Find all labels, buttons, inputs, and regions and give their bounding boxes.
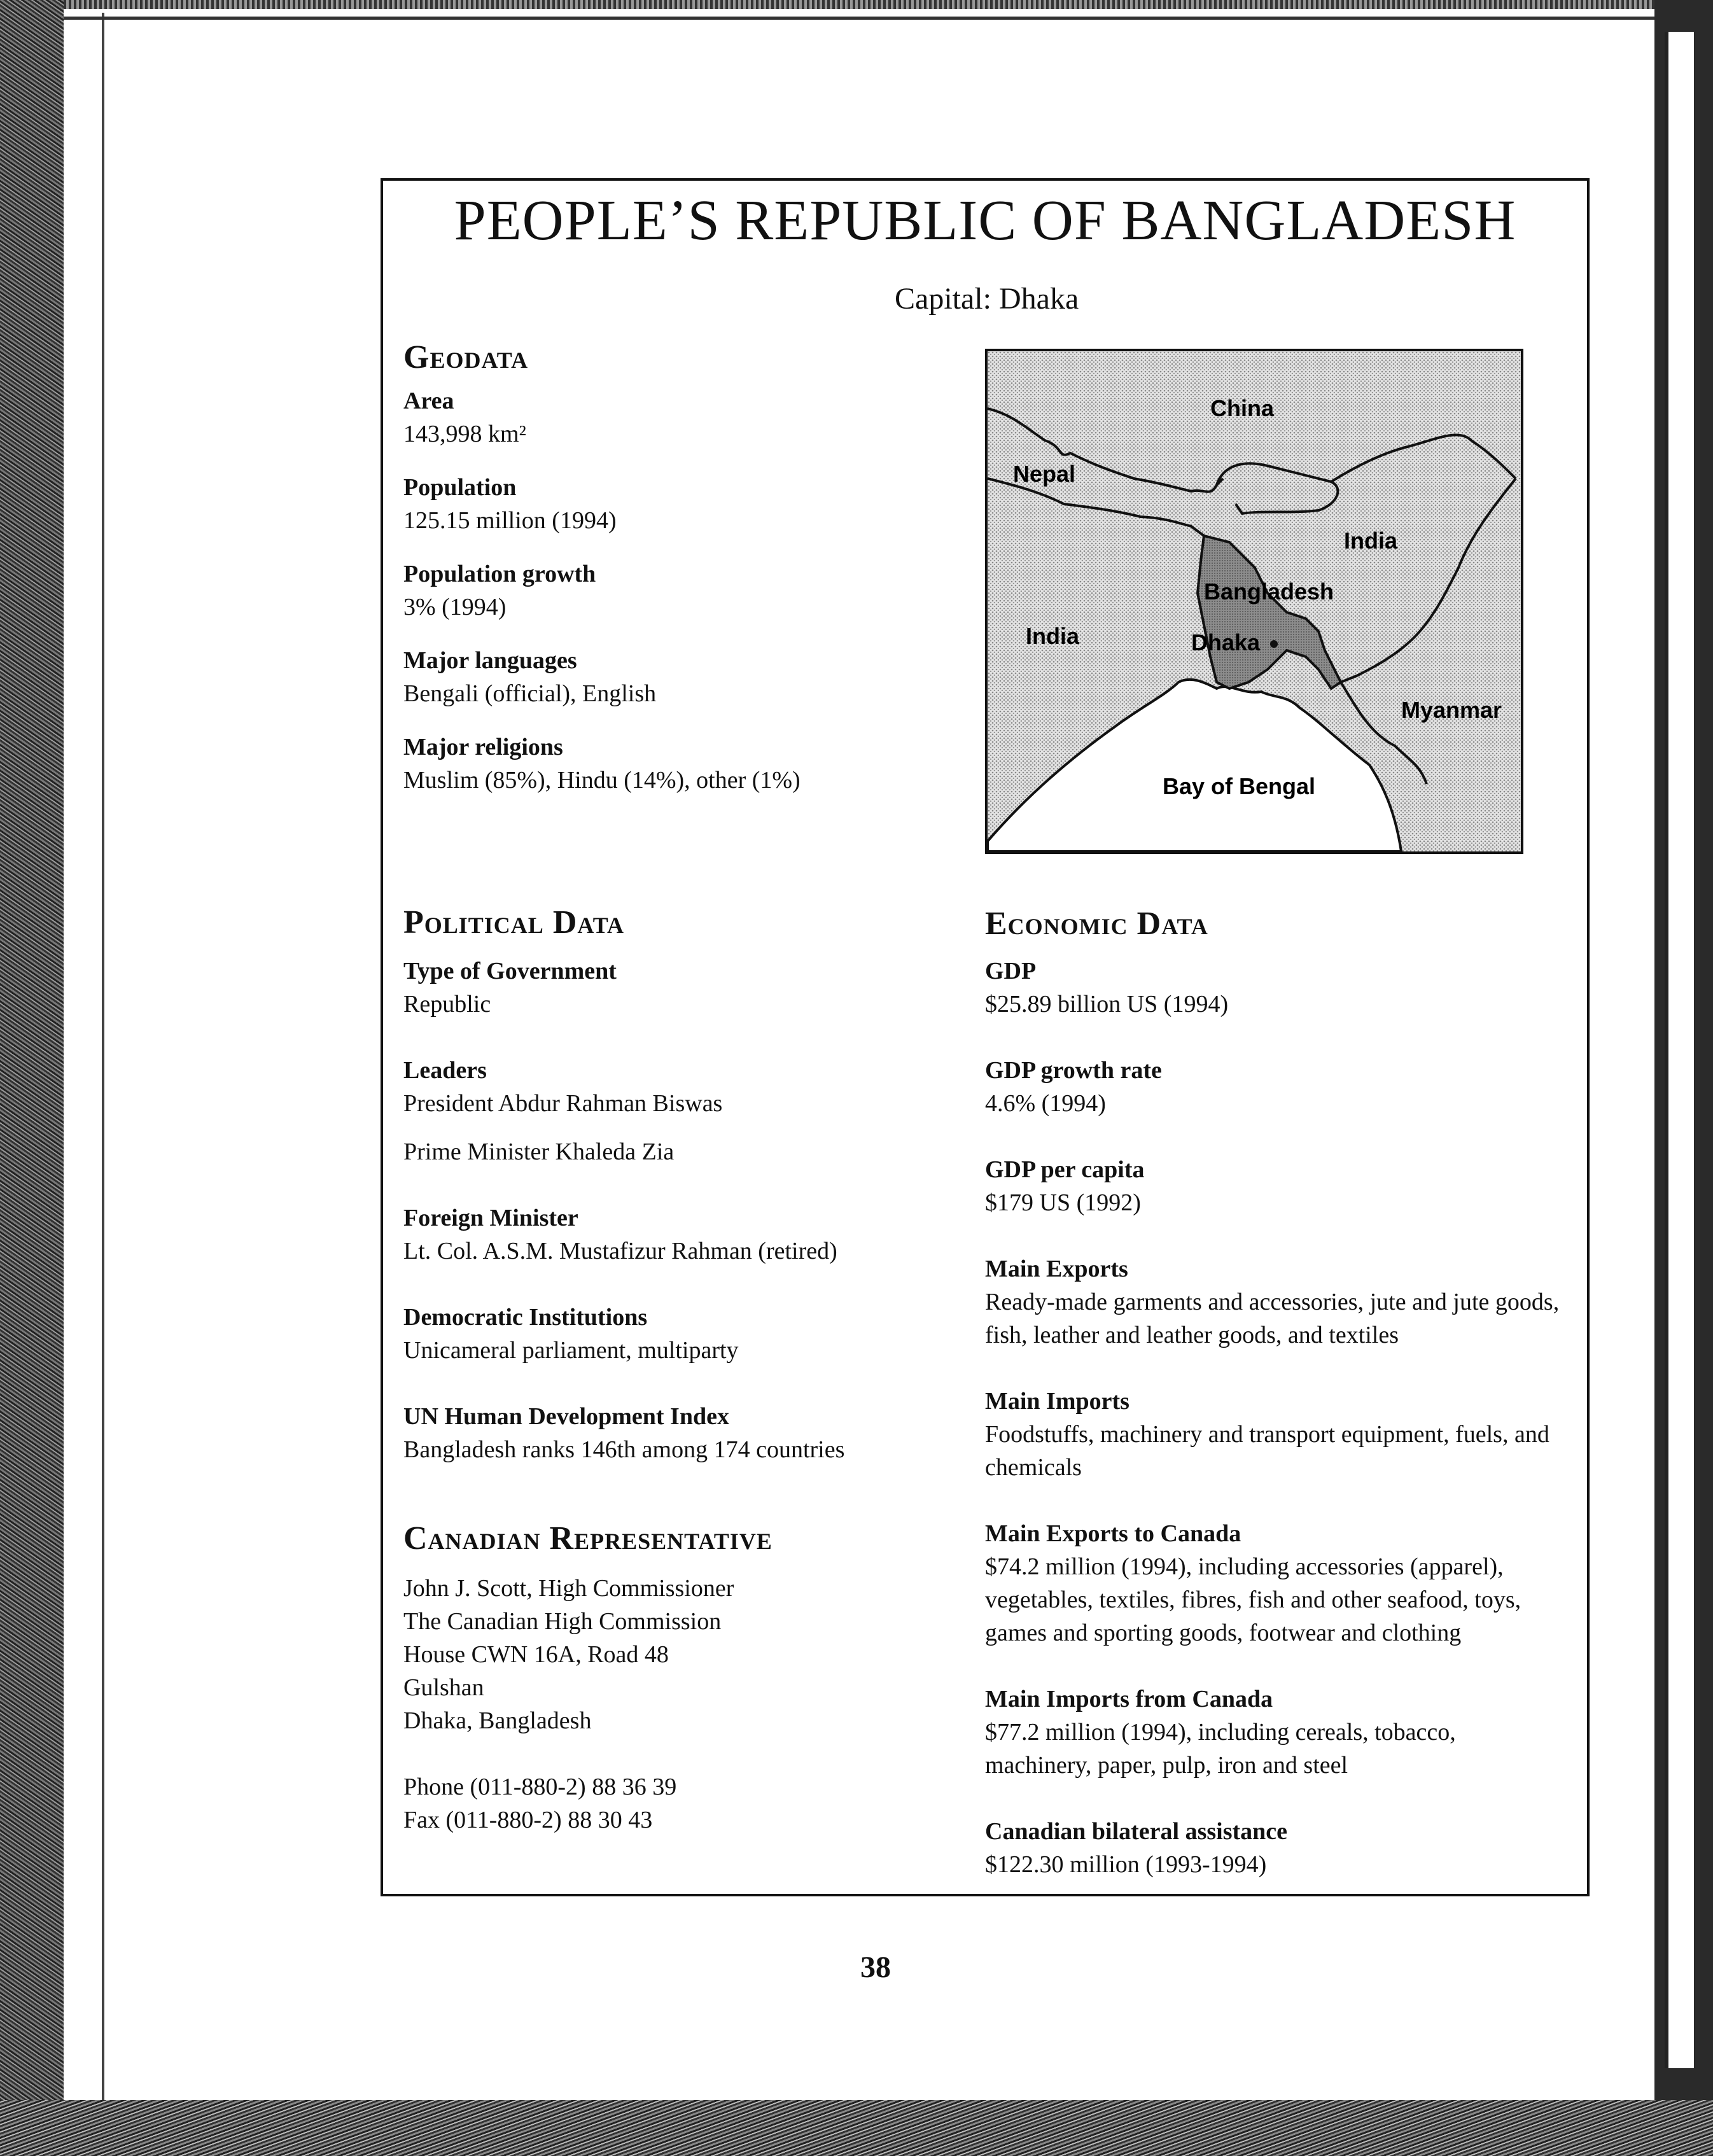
leaders-label: Leaders	[403, 1057, 487, 1084]
imports-canada-group	[985, 1683, 1567, 1782]
government-label: Type of Government	[403, 958, 617, 984]
canadian-rep-heading: Canadian Representative	[403, 1520, 773, 1557]
democratic-value: Unicameral parliament, multiparty	[403, 1337, 739, 1364]
phone-number: Phone (011-880-2) 88 36 39	[403, 1774, 677, 1800]
main-imports-label: Main Imports	[985, 1388, 1129, 1415]
gdp-growth-label: GDP growth rate	[985, 1057, 1162, 1084]
canadian-rep-section	[403, 1572, 951, 1837]
scan-edge-left	[0, 0, 64, 2156]
economic-heading: Economic Data	[985, 906, 1208, 942]
religions-label: Major religions	[403, 734, 563, 760]
gdp-growth-value: 4.6% (1994)	[985, 1090, 1106, 1117]
leader-prime-minister: Prime Minister Khaleda Zia	[403, 1138, 675, 1165]
economic-section	[985, 955, 1567, 1881]
political-section	[403, 955, 951, 1466]
address-line: Dhaka, Bangladesh	[403, 1707, 592, 1734]
scan-edge-bottom	[0, 2100, 1713, 2156]
capital-line: Capital: Dhaka	[895, 282, 1079, 316]
hdi-group	[403, 1400, 951, 1466]
imports-canada-value: $77.2 million (1994), including cereals, tobacco, machinery, paper, pulp, iron and steel	[985, 1719, 1456, 1779]
address-line: The Canadian High Commission	[403, 1608, 722, 1635]
languages-value: Bengali (official), English	[403, 680, 657, 707]
languages-label: Major languages	[403, 647, 577, 674]
democratic-label: Democratic Institutions	[403, 1304, 648, 1331]
geodata-item	[403, 731, 951, 797]
main-exports-label: Main Exports	[985, 1256, 1128, 1282]
democratic-group	[403, 1301, 951, 1367]
imports-canada-label: Main Imports from Canada	[985, 1686, 1273, 1712]
map-label-india-ne: India	[1344, 528, 1398, 554]
government-value: Republic	[403, 991, 491, 1018]
geodata-item	[403, 471, 951, 537]
foreign-minister-value: Lt. Col. A.S.M. Mustafizur Rahman (retired)	[403, 1238, 837, 1264]
page-top-rule	[64, 17, 1667, 20]
gdp-per-capita-group	[985, 1153, 1567, 1219]
foreign-minister-label: Foreign Minister	[403, 1205, 578, 1231]
map-label-nepal: Nepal	[1013, 461, 1076, 487]
exports-canada-label: Main Exports to Canada	[985, 1520, 1241, 1547]
main-exports-group	[985, 1252, 1567, 1352]
assistance-group	[985, 1815, 1567, 1881]
map-label-india-w: India	[1026, 623, 1080, 649]
map-label-bangladesh: Bangladesh	[1204, 578, 1334, 605]
main-imports-value: Foodstuffs, machinery and transport equipment, fuels, and chemicals	[985, 1421, 1549, 1481]
gdp-growth-group	[985, 1054, 1567, 1120]
population-growth-label: Population growth	[403, 561, 596, 587]
area-value: 143,998 km²	[403, 421, 526, 447]
main-imports-group	[985, 1385, 1567, 1484]
leader-president: President Abdur Rahman Biswas	[403, 1090, 723, 1117]
geodata-item	[403, 557, 951, 624]
government-group	[403, 955, 951, 1021]
geodata-item	[403, 384, 951, 451]
address-line: John J. Scott, High Commissioner	[403, 1575, 734, 1602]
religions-value: Muslim (85%), Hindu (14%), other (1%)	[403, 767, 801, 794]
assistance-value: $122.30 million (1993-1994)	[985, 1851, 1267, 1878]
assistance-label: Canadian bilateral assistance	[985, 1818, 1288, 1845]
page-number: 38	[860, 1950, 891, 1984]
dhaka-dot	[1270, 640, 1278, 648]
population-value: 125.15 million (1994)	[403, 507, 617, 534]
map-label-china: China	[1210, 395, 1275, 421]
population-label: Population	[403, 474, 517, 501]
leaders-group	[403, 1054, 951, 1168]
gdp-per-capita-label: GDP per capita	[985, 1156, 1145, 1183]
region-map	[985, 349, 1523, 854]
address-line: Gulshan	[403, 1674, 484, 1701]
adjacent-page-edge	[1665, 32, 1694, 2068]
scan-edge-top	[64, 0, 1713, 9]
geodata-section	[403, 384, 951, 797]
main-exports-value: Ready-made garments and accessories, jute and jute goods, fish, leather and leather goods, and textiles	[985, 1289, 1560, 1348]
map-label-dhaka: Dhaka	[1191, 629, 1261, 655]
exports-canada-value: $74.2 million (1994), including accessories (apparel), vegetables, textiles, fibres, fish and other seafood, toys, games and sporting goods, footwear and clothing	[985, 1553, 1521, 1646]
map-label-bay: Bay of Bengal	[1163, 773, 1316, 799]
geodata-heading: Geodata	[403, 339, 529, 375]
population-growth-value: 3% (1994)	[403, 594, 507, 620]
hdi-value: Bangladesh ranks 146th among 174 countries	[403, 1436, 845, 1463]
geodata-item	[403, 644, 951, 710]
foreign-minister-group	[403, 1201, 951, 1268]
scan-edge-line	[102, 13, 104, 2113]
gdp-group	[985, 955, 1567, 1021]
map-svg	[988, 351, 1521, 851]
exports-canada-group	[985, 1517, 1567, 1649]
hdi-label: UN Human Development Index	[403, 1403, 729, 1430]
political-heading: Political Data	[403, 904, 625, 941]
address-line: House CWN 16A, Road 48	[403, 1641, 669, 1668]
page-title: PEOPLE’S REPUBLIC OF BANGLADESH	[454, 189, 1516, 252]
gdp-per-capita-value: $179 US (1992)	[985, 1189, 1141, 1216]
gdp-value: $25.89 billion US (1994)	[985, 991, 1229, 1018]
gdp-label: GDP	[985, 958, 1037, 984]
fax-number: Fax (011-880-2) 88 30 43	[403, 1807, 653, 1833]
area-label: Area	[403, 388, 454, 414]
map-label-myanmar: Myanmar	[1401, 697, 1502, 723]
